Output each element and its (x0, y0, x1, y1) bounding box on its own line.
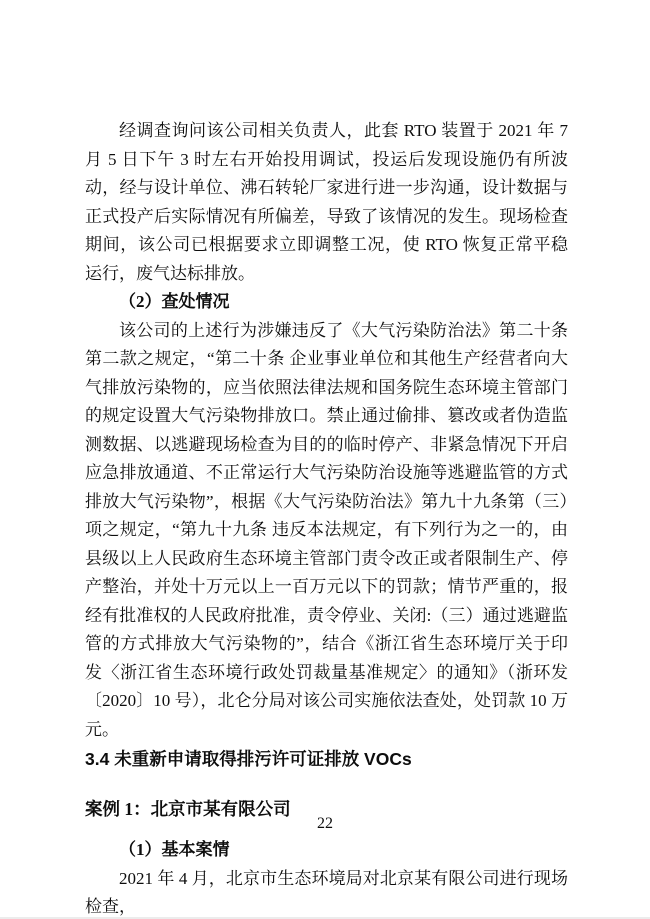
paragraph-legal-basis: 该公司的上述行为涉嫌违反了《大气污染防治法》第二十条第二款之规定，“第二十条 企业事业单位和其他生产经营者向大气排放污染物的，应当依照法律法规和国务院生态环境主管部门的规定设置大气污染物排放口。禁止通过偷排、篡改或者伪造监测数据、以逃避现场检查为目的的临时停产、非紧急情况下开启应急排放通道、不正常运行大气污染防治设施等逃避监管的方式排放大气污染物”，根据《大气污染防治法》第九十九条第（三）项之规定，“第九十九条 违反本法规定，有下列行为之一的，由县级以上人民政府生态环境主管部门责令改正或者限制生产、停产整治，并处十万元以上一百万元以下的罚款；情节严重的，报经有批准权的人民政府批准，责令停业、关闭:（三）通过逃避监管的方式排放大气污染物的”，结合《浙江省生态环境厅关于印发〈浙江省生态环境行政处罚裁量基准规定〉的通知》（浙环发〔2020〕10 号），北仑分局对该公司实施依法查处，处罚款 10 万元。 (85, 320, 568, 739)
page-content (85, 117, 568, 919)
section-heading-3-4: 3.4 未重新申请取得排污许可证排放 VOCs (85, 749, 412, 769)
paragraph-rto-investigation: 经调查询问该公司相关负责人，此套 RTO 装置于 2021 年 7 月 5 日下午 3 时左右开始投用调试，投运后发现设施仍有所波动，经与设计单位、沸石转轮厂家进行进一步沟通，设计数据与正式投产后实际情况有所偏差，导致了该情况的发生。现场检查期间，该公司已根据要求立即调整工况，使 RTO 恢复正常平稳运行，废气达标排放。 (85, 121, 568, 283)
heading-handling-situation: （2）查处情况 (119, 292, 230, 311)
page-number: 22 (317, 815, 333, 832)
paragraph-basic-facts: 2021 年 4 月，北京市生态环境局对北京某有限公司进行现场检查， (85, 868, 568, 916)
heading-basic-facts: （1）基本案情 (119, 840, 230, 859)
case-heading-1: 案例 1：北京市某有限公司 (85, 799, 291, 819)
